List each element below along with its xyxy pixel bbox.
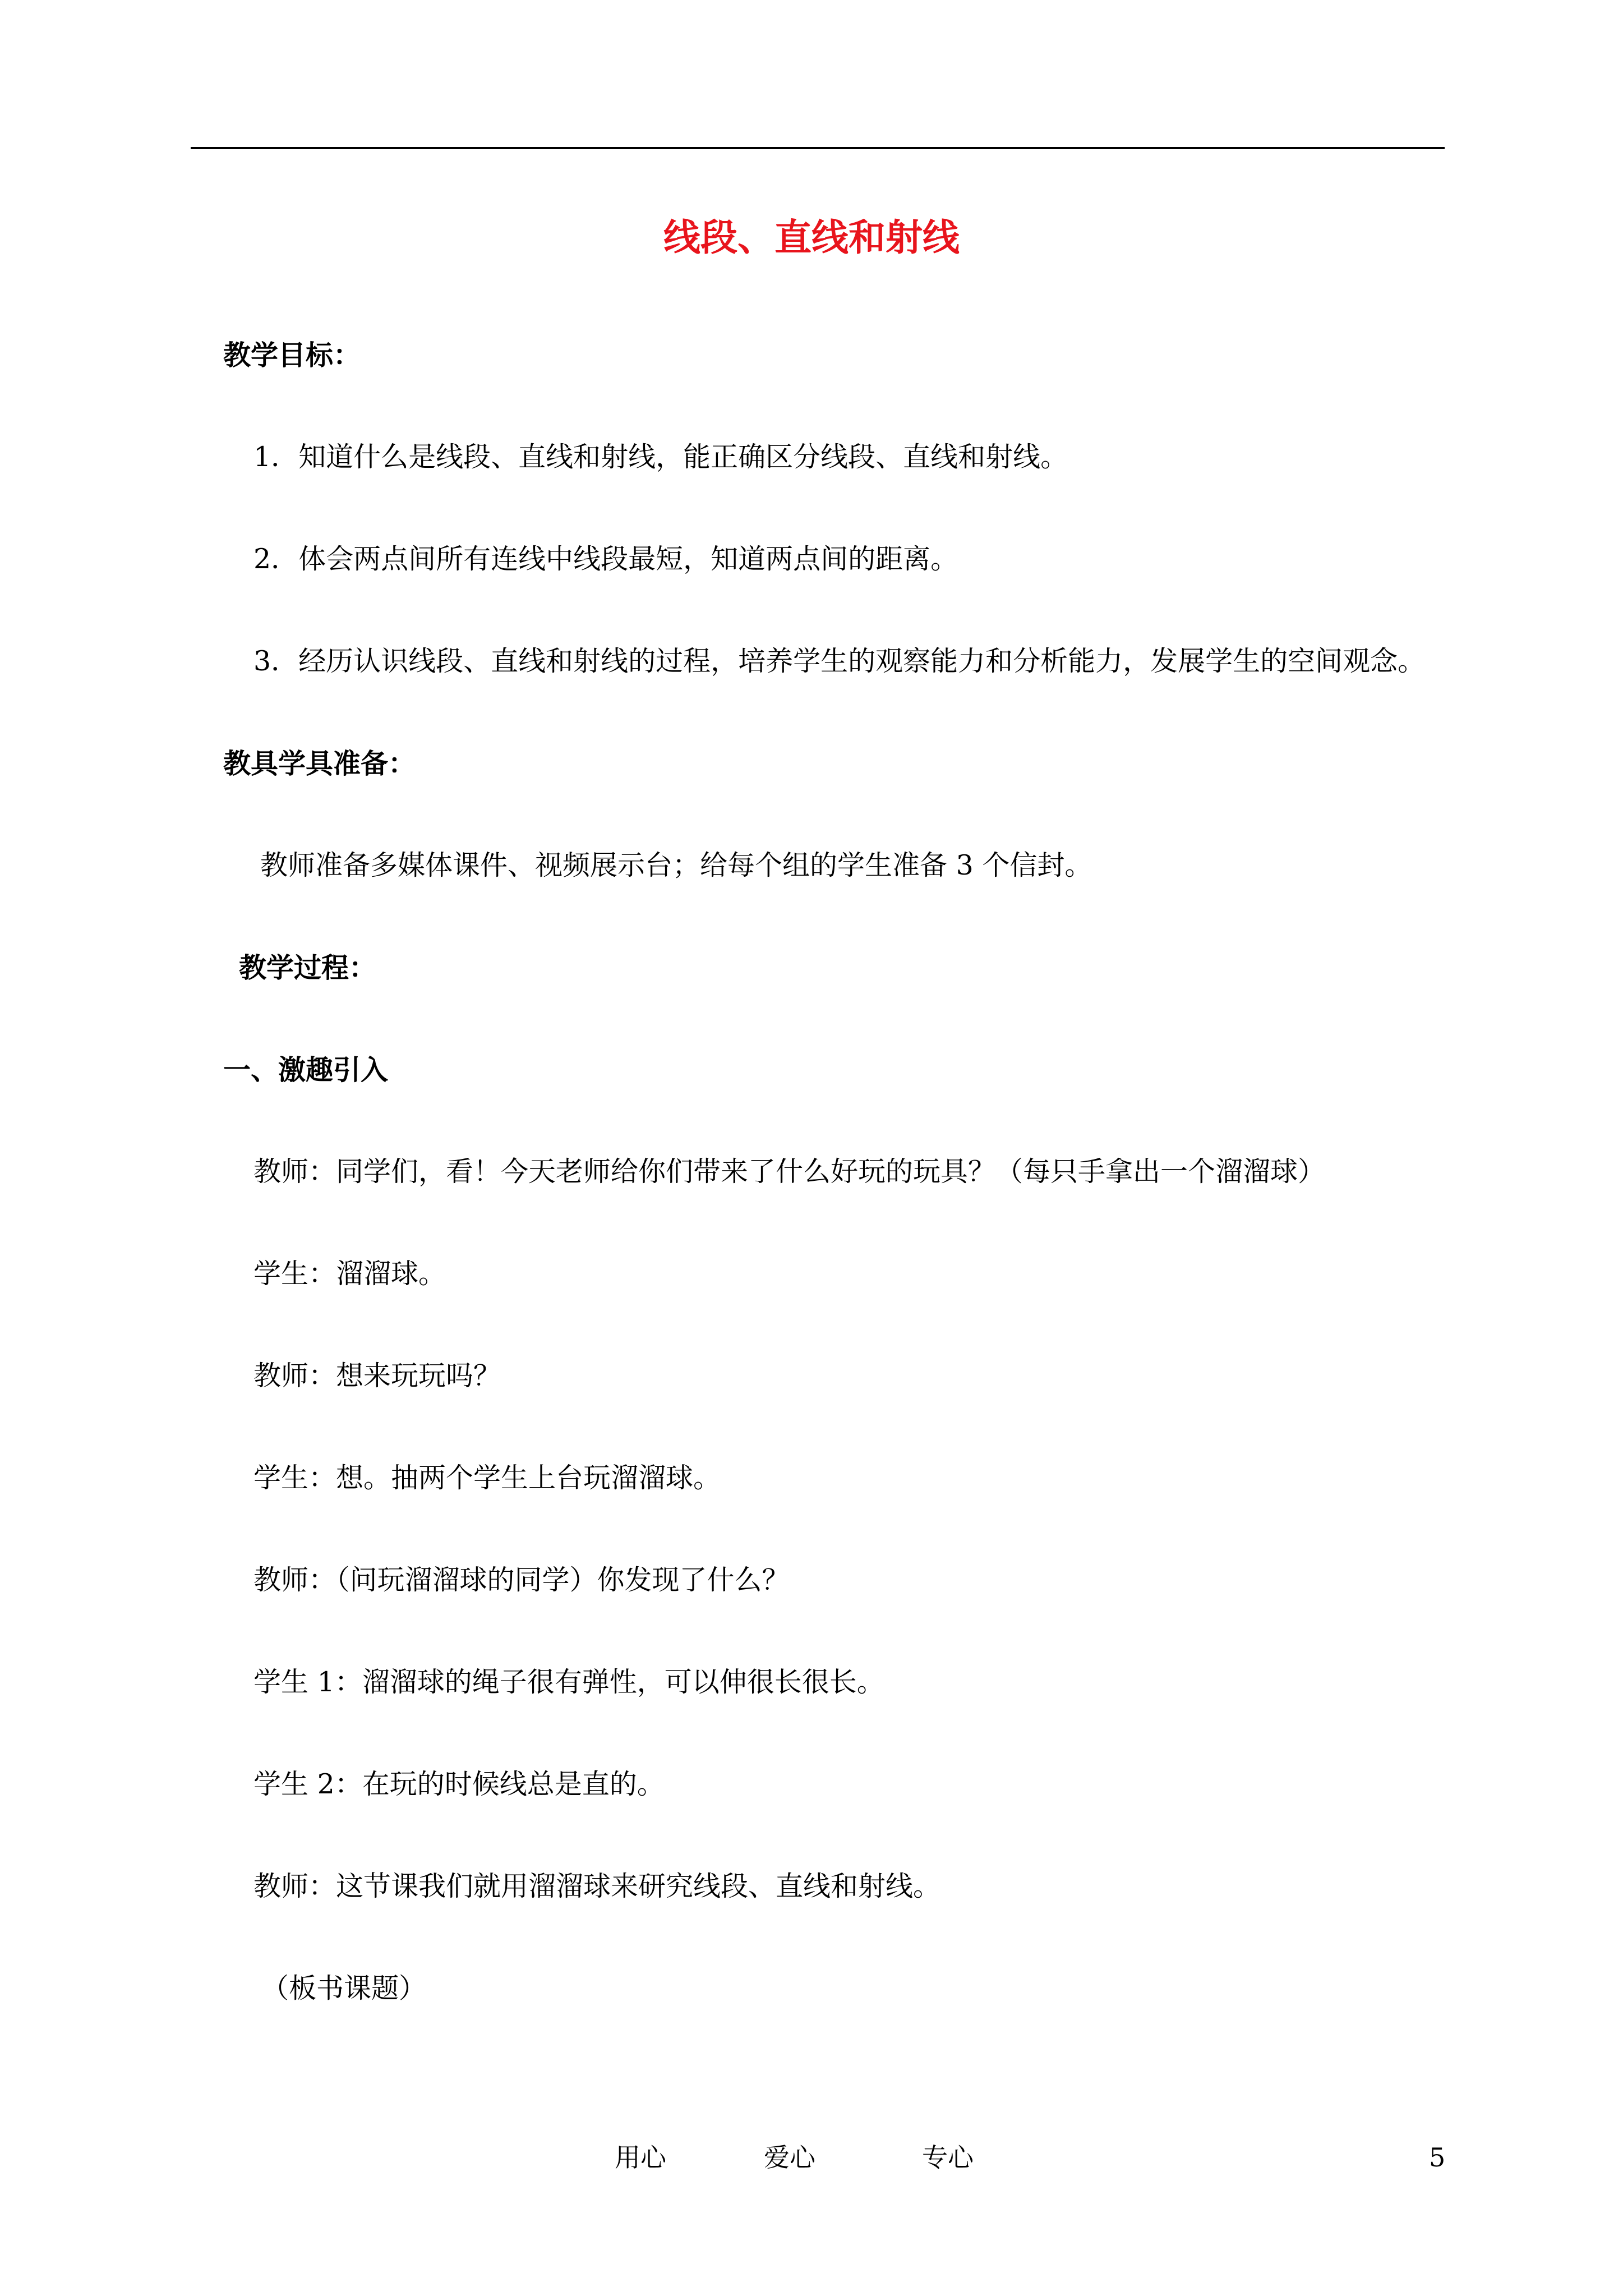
dialogue-line: 学生：想。抽两个学生上台玩溜溜球。 <box>253 1462 721 1494</box>
dialogue-line: 教师：想来玩玩吗？ <box>253 1360 501 1392</box>
header-rule <box>191 147 1445 149</box>
objectives-heading: 教学目标： <box>223 339 361 371</box>
dialogue-line: （板书课题） <box>261 1972 427 2004</box>
materials-text: 教师准备多媒体课件、视频展示台；给每个组的学生准备 3 个信封。 <box>260 849 1092 881</box>
part1-heading: 一、激趣引入 <box>223 1053 389 1086</box>
page-number: 5 <box>1429 2142 1446 2173</box>
objective-item: 2．体会两点间所有连线中线段最短，知道两点间的距离。 <box>253 543 958 575</box>
dialogue-line: 教师：同学们，看！今天老师给你们带来了什么好玩的玩具？（每只手拿出一个溜溜球） <box>253 1156 1326 1188</box>
materials-heading: 教具学具准备： <box>223 747 416 780</box>
footer-slogan-1: 用心 <box>615 2142 666 2173</box>
document-title: 线段、直线和射线 <box>663 215 960 259</box>
footer-slogan-3: 专心 <box>922 2142 974 2173</box>
dialogue-line: 学生 1：溜溜球的绳子很有弹性，可以伸很长很长。 <box>253 1666 884 1698</box>
objective-item: 3．经历认识线段、直线和射线的过程，培养学生的观察能力和分析能力，发展学生的空间观念。 <box>253 645 1426 677</box>
dialogue-line: 学生：溜溜球。 <box>253 1258 446 1290</box>
dialogue-line: 学生 2：在玩的时候线总是直的。 <box>253 1768 665 1800</box>
dialogue-line: 教师：这节课我们就用溜溜球来研究线段、直线和射线。 <box>253 1870 941 1902</box>
process-heading: 教学过程： <box>239 951 377 984</box>
footer-slogan-2: 爱心 <box>764 2142 815 2173</box>
objective-item: 1．知道什么是线段、直线和射线，能正确区分线段、直线和射线。 <box>253 441 1068 473</box>
dialogue-line: 教师：（问玩溜溜球的同学）你发现了什么？ <box>253 1564 790 1596</box>
